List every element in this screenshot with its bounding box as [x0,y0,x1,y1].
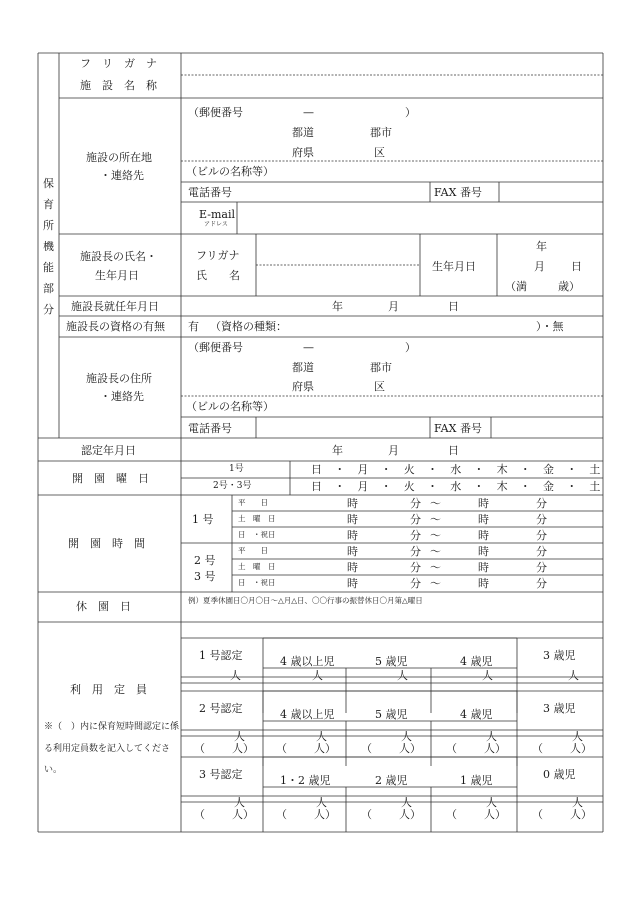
open-day-char: ・ [427,480,438,493]
hours-ji: 時 [347,577,358,590]
open-day-char: 金 [543,463,554,476]
appointed-label: 施設長就任年月日 [71,300,159,313]
hours-ji-end: 時 [478,561,489,574]
capacity-nin: 人 [482,669,493,682]
hours-kara: 〜 [430,529,441,542]
hours-day-type: 土 曜 日 [238,514,276,523]
capacity-col-header: 5 歳児 [375,655,408,668]
dir-tel-label: 電話番号 [188,422,232,435]
open-day-char: ・ [519,463,531,476]
hours-fun-end: 分 [536,497,547,510]
side-label-char: 能 [43,261,54,274]
capacity-paren-open: （ [361,742,372,755]
capacity-paren-close: 人） [399,742,421,755]
capacity-nin: 人 [234,730,245,743]
capacity-col-header: 3 歳児 [543,649,576,662]
birth-tsuki: 月 [534,260,545,273]
capacity-paren-close: 人） [314,742,336,755]
hours-fun: 分 [410,577,421,590]
capacity-label: 利 用 定 員 [70,683,147,696]
postal-close: ） [405,106,416,119]
side-label-char: 機 [43,240,54,253]
birth-nichi: 日 [571,260,582,273]
facility-address-label: 施設の所在地 [86,151,152,164]
side-label-char: 保 [43,177,54,190]
side-label-char: 育 [43,198,54,211]
capacity-paren-open: （ [532,808,543,821]
capacity-col-header: 5 歳児 [375,708,408,721]
facility-tel-label: 電話番号 [188,186,232,199]
dir-postal-close: ） [405,341,416,354]
hours-kara: 〜 [430,577,441,590]
capacity-paren-close: 人） [314,808,336,821]
hours-ji: 時 [347,545,358,558]
open-day-char: ・ [473,463,485,476]
appointed-nen: 年 [332,300,343,313]
open-day-char: ・ [380,480,392,493]
hours-ji: 時 [347,497,358,510]
capacity-paren-close: 人） [570,742,592,755]
capacity-note-2: る利用定員数を記入してくださ [44,744,171,754]
capacity-paren-close: 人） [484,808,506,821]
hours-day-type: 日 ・祝日 [238,530,276,539]
capacity-nin: 人 [401,730,412,743]
capacity-col-header: 1・2 歳児 [280,774,331,787]
hours-group-2: 2 号 [194,554,216,567]
hours-ji-end: 時 [478,529,489,542]
open-day-char: 金 [543,480,554,493]
qual-kind: （資格の種類： [210,320,287,333]
capacity-paren-open: （ [276,808,287,821]
capacity-block-title: 1 号認定 [199,649,243,662]
open-day-char: 火 [403,480,415,493]
director-furigana-label: フリガナ [196,249,240,262]
director-address-label: 施設長の住所 [86,372,152,385]
hours-group-1: 1 号 [192,513,214,526]
capacity-paren-open: （ [194,808,205,821]
open-days-kind-2: 2号・3号 [213,481,252,491]
capacity-nin: 人 [572,730,583,743]
open-day-char: ・ [334,463,346,476]
postal-dash: — [303,106,314,119]
certified-date-label: 認定年月日 [81,444,136,457]
capacity-col-header: 2 歳児 [375,774,408,787]
director-shimei-label: 氏 名 [196,269,240,282]
hours-day-type: 土 曜 日 [238,562,276,571]
capacity-nin: 人 [316,730,327,743]
dir-fax-label: FAX 番号 [434,422,482,435]
capacity-nin: 人 [568,669,579,682]
director-name-label: 施設長の氏名・ [80,250,157,263]
certified-nen: 年 [332,444,343,457]
hours-kara: 〜 [430,513,441,526]
open-day-char: ・ [427,463,438,476]
capacity-note-3: い。 [44,765,63,775]
age-close: 歳） [558,280,580,293]
hours-ji-end: 時 [478,497,489,510]
open-day-char: ・ [566,480,578,493]
hours-fun: 分 [410,561,421,574]
open-day-char: 木 [496,480,508,493]
open-day-char: ・ [566,463,578,476]
todo-label: 都道 [292,126,314,139]
qual-yes: 有 [188,320,199,333]
open-day-char: 木 [496,463,508,476]
capacity-col-header: 3 歳児 [543,702,576,715]
hours-kara: 〜 [430,545,441,558]
hours-day-type: 平 日 [238,546,268,555]
hours-kara: 〜 [430,561,441,574]
building-label: （ビルの名称等） [186,165,274,178]
dir-building: （ビルの名称等） [186,400,274,413]
hours-fun: 分 [410,545,421,558]
capacity-nin: 人 [312,669,323,682]
open-day-char: 水 [450,480,462,493]
dir-postal-dash: — [303,341,314,354]
side-label-char: 所 [43,219,54,232]
capacity-nin: 人 [486,730,497,743]
hours-fun-end: 分 [536,529,547,542]
open-days-label: 開 園 曜 日 [72,472,149,485]
capacity-nin: 人 [401,796,412,809]
capacity-nin: 人 [397,669,408,682]
capacity-block-title: 3 号認定 [199,768,243,781]
facility-name-label: 施 設 名 称 [80,79,157,92]
open-day-char: ・ [473,480,485,493]
appointed-tsuki: 月 [388,300,399,313]
capacity-col-header: 4 歳以上児 [280,655,335,668]
capacity-nin: 人 [572,796,583,809]
hours-ji-end: 時 [478,577,489,590]
director-address-label-2: ・連絡先 [100,390,144,403]
hours-fun: 分 [410,529,421,542]
capacity-paren-close: 人） [232,808,254,821]
open-day-char: 月 [357,463,369,476]
open-day-char: 土 [589,480,601,493]
open-day-char: ・ [334,480,346,493]
open-day-char: ・ [519,480,531,493]
hours-day-type: 平 日 [238,498,268,507]
postal-open: （郵便番号 [188,106,243,119]
open-day-char: 水 [450,463,462,476]
email-ruby: アドレス [204,221,228,228]
capacity-paren-open: （ [446,808,457,821]
dir-ku: 区 [374,380,385,393]
fuken-label: 府県 [292,146,314,159]
capacity-paren-open: （ [532,742,543,755]
birth-nen: 年 [536,240,547,253]
ku-label: 区 [374,146,385,159]
hours-ji: 時 [347,529,358,542]
capacity-paren-open: （ [194,742,205,755]
side-label-char: 部 [43,282,54,295]
facility-address-label-2: ・連絡先 [100,169,144,182]
capacity-paren-close: 人） [399,808,421,821]
capacity-nin: 人 [230,669,241,682]
hours-ji: 時 [347,513,358,526]
open-day-char: 火 [403,463,415,476]
hours-fun-end: 分 [536,561,547,574]
hours-fun-end: 分 [536,545,547,558]
dir-todo: 都道 [292,361,314,374]
hours-fun-end: 分 [536,513,547,526]
side-label-char: 分 [43,303,54,316]
hours-fun: 分 [410,513,421,526]
open-day-char: 日 [311,463,322,476]
capacity-nin: 人 [486,796,497,809]
capacity-paren-open: （ [446,742,457,755]
capacity-paren-close: 人） [484,742,506,755]
dir-fuken: 府県 [292,380,314,393]
hours-kara: 〜 [430,497,441,510]
closed-label: 休 園 日 [76,600,131,613]
hours-fun-end: 分 [536,577,547,590]
capacity-col-header: 4 歳以上児 [280,708,335,721]
hours-ji-end: 時 [478,513,489,526]
open-day-char: 日 [311,480,322,493]
capacity-col-header: 1 歳児 [460,774,493,787]
capacity-paren-close: 人） [232,742,254,755]
gunshi-label: 郡市 [370,126,392,139]
capacity-paren-close: 人） [570,808,592,821]
open-days-kind-1: 1号 [229,464,244,474]
facility-furigana-label: フ リ ガ ナ [80,57,157,70]
capacity-paren-open: （ [361,808,372,821]
appointed-nichi: 日 [448,300,459,313]
hours-ji: 時 [347,561,358,574]
facility-fax-label: FAX 番号 [434,186,482,199]
dir-gunshi: 郡市 [370,361,392,374]
qual-no: ）・無 [536,320,564,333]
open-day-char: 土 [589,463,601,476]
hours-ji-end: 時 [478,545,489,558]
hours-day-type: 日 ・祝日 [238,578,276,587]
director-birth-label: 生年月日 [432,260,476,273]
director-name-label-2: 生年月日 [95,269,139,282]
qualification-label: 施設長の資格の有無 [66,320,165,333]
capacity-nin: 人 [234,796,245,809]
dir-postal-open: （郵便番号 [188,341,243,354]
capacity-block-title: 2 号認定 [199,702,243,715]
certified-nichi: 日 [448,444,459,457]
capacity-paren-open: （ [276,742,287,755]
open-day-char: ・ [380,463,392,476]
certified-tsuki: 月 [388,444,399,457]
capacity-nin: 人 [316,796,327,809]
age-open: （満 [505,280,527,293]
capacity-note-1: ※（ ）内に保育短時間認定に係 [44,722,180,732]
closed-example: 例）夏季休園日〇月〇日～△月△日、〇〇行事の振替休日〇月第△曜日 [188,596,423,605]
hours-fun: 分 [410,497,421,510]
hours-group-3: 3 号 [194,570,216,583]
open-day-char: 月 [357,480,369,493]
capacity-col-header: 0 歳児 [543,768,576,781]
capacity-col-header: 4 歳児 [460,655,493,668]
capacity-col-header: 4 歳児 [460,708,493,721]
open-hours-label: 開 園 時 間 [68,537,145,550]
email-label: E-mail [199,208,235,221]
